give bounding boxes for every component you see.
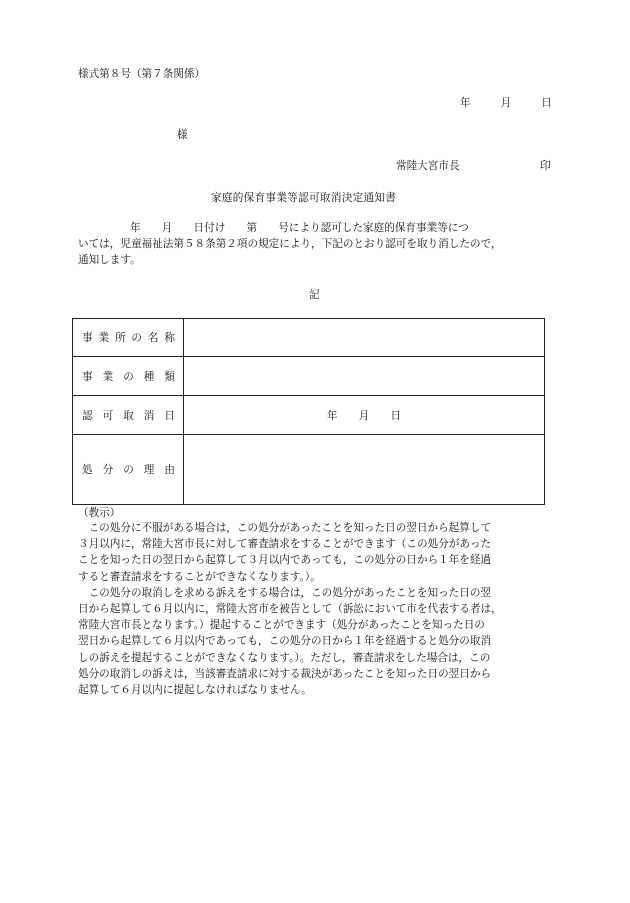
date-year: 年 bbox=[460, 97, 471, 109]
form-number: 様式第８号（第７条関係） bbox=[78, 68, 206, 80]
table-row bbox=[73, 396, 545, 435]
label-char: の bbox=[131, 332, 142, 344]
notice-body bbox=[78, 520, 548, 698]
record-table bbox=[72, 318, 545, 505]
label-char: 分 bbox=[102, 464, 114, 476]
ki-heading: 記 bbox=[309, 289, 320, 301]
row-value[interactable]: 年 月 日 bbox=[184, 396, 545, 435]
label-char: 所 bbox=[114, 332, 126, 344]
label-char: の bbox=[123, 464, 134, 476]
label-text bbox=[73, 408, 183, 423]
label-text bbox=[73, 462, 183, 477]
seal-mark: 印 bbox=[540, 160, 551, 172]
intro-line: 年 月 日付け 第 号により認可した家庭的保育事業等につ bbox=[130, 222, 469, 234]
label-char: 可 bbox=[102, 409, 114, 422]
label-char: 称 bbox=[164, 332, 175, 344]
label-char: 日 bbox=[164, 409, 175, 422]
label-char: 名 bbox=[147, 332, 159, 344]
document-title: 家庭的保育事業等認可取消決定通知書 bbox=[211, 192, 397, 204]
notice-line: この処分に不服がある場合は，この処分があったことを知った日の翌日から起算して bbox=[78, 522, 492, 534]
label-text bbox=[73, 330, 183, 345]
row-label bbox=[73, 435, 184, 505]
label-char: の bbox=[123, 370, 134, 383]
notice-heading: （教示） bbox=[78, 507, 121, 519]
label-text bbox=[73, 369, 183, 384]
notice-line: すると審査請求をすることができなくなります。）。 bbox=[78, 570, 321, 583]
issuer-name: 常陸大宮市長 bbox=[396, 160, 460, 172]
row-label bbox=[73, 319, 184, 357]
row-value[interactable] bbox=[184, 357, 545, 396]
notice-line: 翌日から起算して６月以内であっても，この処分の日から１年を経過すると処分の取消 bbox=[78, 635, 492, 648]
row-value[interactable] bbox=[184, 435, 545, 505]
table-row bbox=[73, 435, 545, 505]
label-char: 事 bbox=[82, 332, 93, 344]
notice-line: ３月以内に，常陸大宮市長に対して審査請求をすることができます（この処分があった bbox=[78, 538, 492, 551]
label-char: 認 bbox=[82, 409, 93, 422]
notice-line: ことを知った日の翌日から起算して３月以内であっても，この処分の日から１年を経過 bbox=[78, 554, 492, 567]
label-char: 事 bbox=[82, 370, 93, 383]
label-char: 業 bbox=[98, 332, 110, 344]
notice-line: 日から起算して６月以内に，常陸大宮市を被告として（訴訟において市を代表する者は， bbox=[78, 603, 502, 616]
document-date bbox=[460, 98, 552, 109]
notice-line: しの訴えを提起することができなくなります。）。ただし，審査請求をした場合は，この bbox=[78, 651, 491, 664]
notice-line: 常陸大宮市長となります。）提起することができます（処分があったことを知った日の bbox=[78, 619, 485, 632]
label-char: 由 bbox=[164, 464, 175, 476]
notice-line: 起算して６月以内に提起しなければなりません。 bbox=[78, 684, 312, 697]
table-row bbox=[73, 357, 545, 396]
intro-line: いては，児童福祉法第５８条第２項の規定により，下記のとおり認可を取り消したので， bbox=[78, 238, 502, 251]
label-char: 種 bbox=[143, 370, 155, 383]
addressee-suffix: 様 bbox=[177, 129, 188, 141]
date-month: 月 bbox=[500, 97, 512, 109]
intro-paragraph bbox=[78, 220, 548, 269]
row-label bbox=[73, 357, 184, 396]
notice-line: 処分の取消しの訴えは，当該審査請求に対する裁決があったことを知った日の翌日から bbox=[78, 667, 492, 680]
label-char: 類 bbox=[164, 370, 175, 383]
label-char: 取 bbox=[123, 409, 134, 422]
label-char: 理 bbox=[143, 464, 155, 476]
label-char: 業 bbox=[102, 370, 114, 383]
notice-line: この処分の取消しを求める訴えをする場合は，この処分があったことを知った日の翌 bbox=[78, 586, 492, 599]
intro-line: 通知します。 bbox=[78, 254, 141, 267]
row-label bbox=[73, 396, 184, 435]
row-value[interactable] bbox=[184, 319, 545, 357]
label-char: 処 bbox=[82, 464, 93, 476]
label-char: 消 bbox=[143, 409, 155, 422]
date-day: 日 bbox=[541, 97, 552, 109]
table-row bbox=[73, 319, 545, 357]
